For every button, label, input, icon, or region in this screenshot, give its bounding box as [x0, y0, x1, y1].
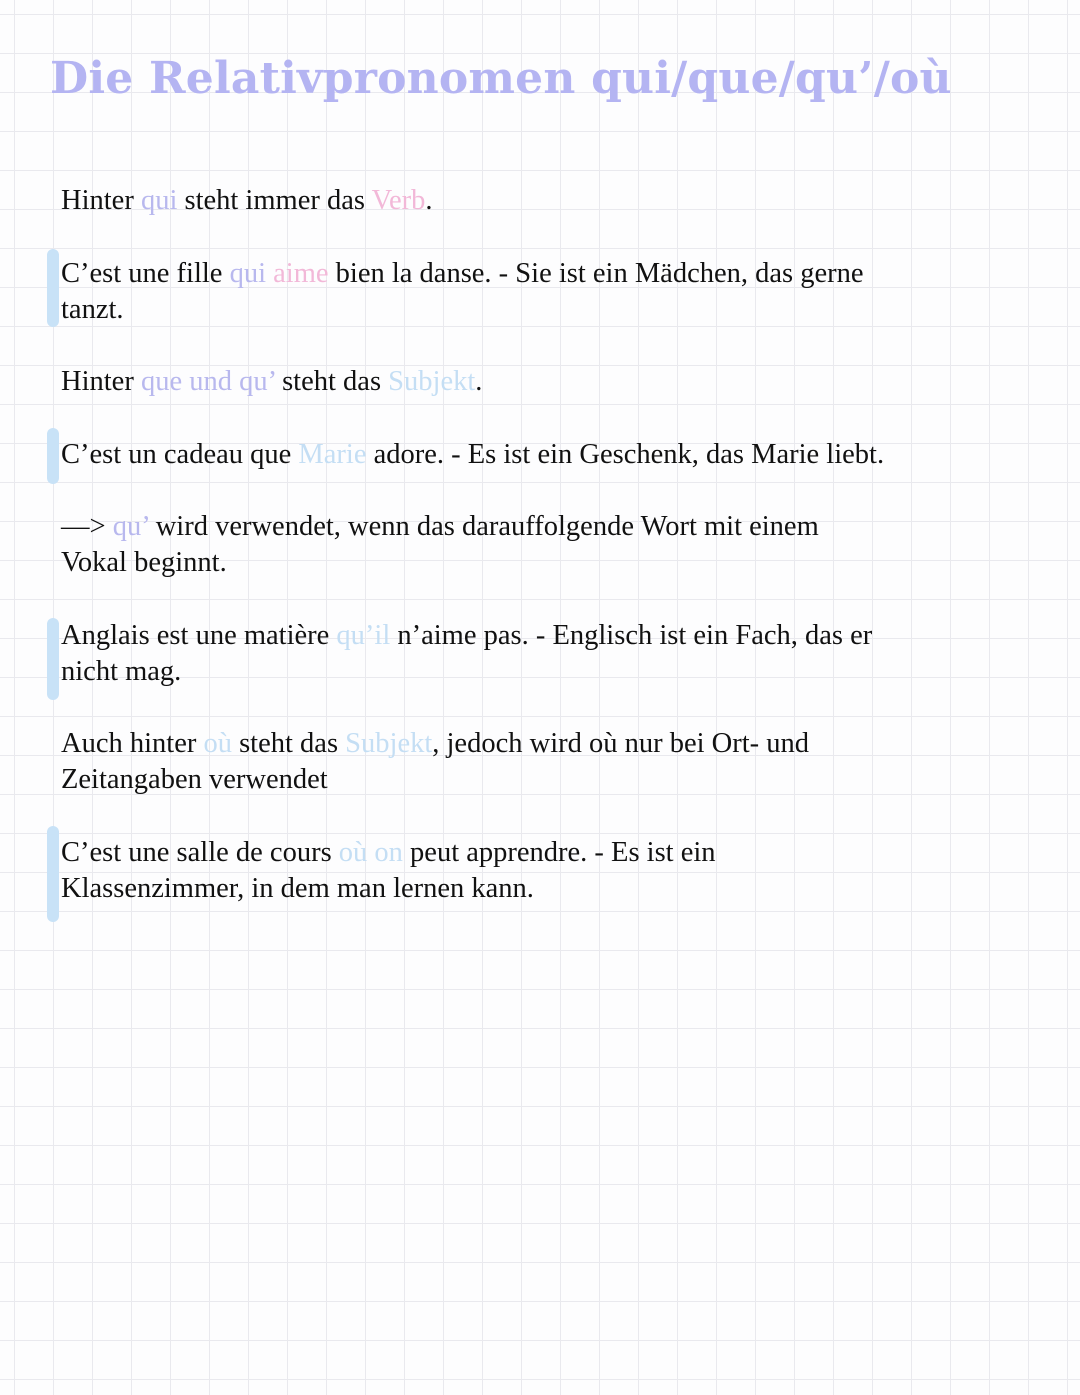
- example-marker: [47, 618, 59, 700]
- example-text: adore. - Es ist ein Geschenk, das Marie liebt.: [366, 439, 885, 470]
- example-ou-line-1: [61, 835, 961, 871]
- rule-qu-line-1: [61, 509, 961, 545]
- highlight-verb: Verb: [371, 185, 426, 216]
- rule-ou-line-2: [61, 762, 961, 798]
- rule-text: Hinter: [61, 366, 141, 397]
- rule-qui: [61, 183, 961, 219]
- highlight-subject: Subjekt: [345, 728, 433, 759]
- example-qu-line-1: [61, 618, 961, 654]
- rule-text: , jedoch wird où nur bei Ort- und: [432, 728, 810, 759]
- highlight-qui: qui: [229, 258, 267, 289]
- rule-ou-line-1: [61, 726, 961, 762]
- arrow-text: —>: [61, 511, 113, 542]
- rule-que: [61, 364, 961, 400]
- rule-text: .: [475, 366, 483, 397]
- example-marker: [47, 826, 59, 922]
- example-text: C’est un cadeau que: [61, 439, 299, 470]
- example-marker: [47, 428, 59, 484]
- rule-text: Hinter: [61, 185, 141, 216]
- example-qui-line-1: [61, 256, 961, 292]
- example-text: C’est une fille: [61, 258, 230, 289]
- rule-text: steht das: [274, 366, 389, 397]
- example-text: Klassenzimmer, in dem man lernen kann.: [61, 873, 534, 904]
- rule-qu-line-2: [61, 545, 961, 581]
- rule-text: .: [425, 185, 433, 216]
- example-text: peut apprendre. - Es ist ein: [402, 837, 716, 868]
- example-text: tanzt.: [61, 294, 124, 325]
- rule-text: steht immer das: [177, 185, 372, 216]
- highlight-qu: qu’: [112, 511, 149, 542]
- example-ou-line-2: [61, 871, 961, 907]
- highlight-subject: Marie: [298, 439, 367, 470]
- example-text: nicht mag.: [61, 656, 182, 687]
- rule-text: Zeitangaben verwendet: [61, 764, 328, 795]
- example-text: C’est une salle de cours: [61, 837, 339, 868]
- highlight-ou: où: [338, 837, 368, 868]
- highlight-ou: où: [203, 728, 232, 759]
- example-marker: [47, 249, 59, 327]
- highlight-qui: qui: [140, 185, 178, 216]
- example-que: [61, 437, 961, 473]
- highlight-que: que und qu’: [140, 366, 275, 397]
- example-text: n’aime pas. - Englisch ist ein Fach, das er: [390, 620, 873, 651]
- highlight-verb: aime: [273, 258, 329, 289]
- highlight-qu-il: qu’il: [336, 620, 391, 651]
- highlight-subject: Subjekt: [388, 366, 476, 397]
- rule-text: steht das: [231, 728, 346, 759]
- rule-text: Auch hinter: [61, 728, 204, 759]
- example-qu-line-2: [61, 654, 961, 690]
- rule-text: wird verwendet, wenn das darauffolgende Wort mit einem: [148, 511, 819, 542]
- rule-text: Vokal beginnt.: [61, 547, 227, 578]
- page-title: Die Relativpronomen qui/que/qu’/où: [50, 53, 952, 104]
- highlight-subject: on: [374, 837, 403, 868]
- example-qui-line-2: [61, 292, 961, 328]
- example-text: Anglais est une matière: [61, 620, 337, 651]
- example-text: bien la danse. - Sie ist ein Mädchen, das gerne: [328, 258, 864, 289]
